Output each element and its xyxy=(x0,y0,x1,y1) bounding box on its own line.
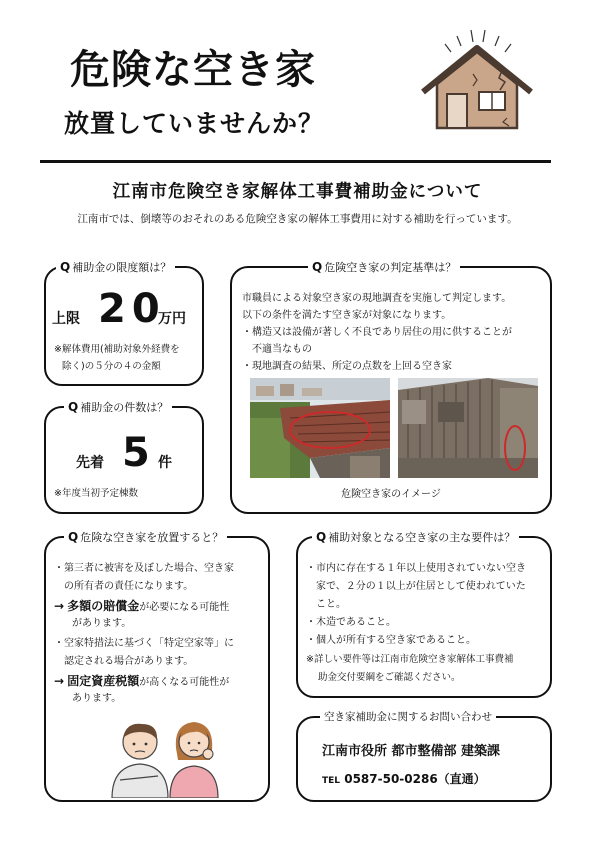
tax-highlight: 固定資産税額 xyxy=(67,674,140,688)
worried-people-illustration xyxy=(102,710,222,798)
decayed-wall-photo xyxy=(398,378,538,478)
count-note: ※年度当初予定棟数 xyxy=(54,488,138,499)
q-criteria-panel xyxy=(230,260,552,514)
damages-highlight: 多額の賠償金 xyxy=(67,599,140,613)
tel-label: TEL xyxy=(322,776,341,786)
damaged-house-illustration xyxy=(415,22,540,152)
limit-note-1: ※解体費用(補助対象外経費を xyxy=(54,344,180,355)
neglect-p2-b: 認定される場合があります。 xyxy=(64,656,194,667)
criteria-line-2: 以下の条件を満たす空き家が対象になります。 xyxy=(242,310,452,321)
limit-prefix: 上限 xyxy=(52,311,80,327)
count-unit: 件 xyxy=(158,455,172,471)
criteria-item-1a: ・構造又は設備が著しく不良であり居住の用に供することが xyxy=(242,327,512,338)
req-2: ・木造であること。 xyxy=(306,617,396,628)
divider xyxy=(40,160,551,163)
page-title-sub: 放置していませんか？ xyxy=(64,109,325,138)
section-title: 江南市危険空き家解体工事費補助金について xyxy=(112,182,483,202)
intro-text: 江南市では、倒壊等のおそれのある危険空き家の解体工事費用に対する補助を行っています。 xyxy=(77,213,518,225)
collapsed-house-photo xyxy=(250,378,390,478)
criteria-line-1: 市職員による対象空き家の現地調査を実施して判定します。 xyxy=(242,293,512,304)
contact-panel xyxy=(296,711,552,802)
req-3: ・個人が所有する空き家であること。 xyxy=(306,635,476,646)
neglect-arrow-1b: があります。 xyxy=(72,618,132,629)
q-neglect-panel xyxy=(44,530,270,802)
contact-office: 江南市役所 都市整備部 建築課 xyxy=(322,744,501,759)
neglect-arrow-1: → 多額の賠償金が必要になる可能性 xyxy=(54,599,230,613)
contact-phone xyxy=(322,770,486,787)
q-requirements-panel xyxy=(296,530,552,698)
neglect-p1-a: ・第三者に被害を及ぼした場合、空き家 xyxy=(54,563,234,574)
contact-heading: 空き家補助金に関するお問い合わせ xyxy=(320,709,496,724)
count-value: 5 xyxy=(122,430,150,476)
q-limit-panel xyxy=(44,260,204,386)
req-note-1: ※詳しい要件等は江南市危険空き家解体工事費補 xyxy=(306,654,514,665)
arrow-right-icon: → xyxy=(54,599,65,613)
req-1b: 家で、２分の１以上が住居として使われていた xyxy=(316,581,526,592)
q-count-panel xyxy=(44,400,204,514)
photo-caption: 危険空き家のイメージ xyxy=(341,489,441,500)
neglect-p1-b: の所有者の責任になります。 xyxy=(64,581,194,592)
q-criteria-heading: Q 危険空き家の判定基準は？ xyxy=(308,259,460,275)
tel-number: 0587-50-0286（直通） xyxy=(344,772,486,786)
req-1a: ・市内に存在する１年以上使用されていない空き xyxy=(306,563,526,574)
arrow-right-icon: → xyxy=(54,674,65,688)
woman-icon xyxy=(170,722,218,798)
man-icon xyxy=(112,724,168,798)
q-count-heading: Q 補助金の件数は？ xyxy=(64,399,172,415)
page-title: 危険な空き家 xyxy=(70,47,316,93)
req-1c: こと。 xyxy=(316,599,346,610)
q-limit-heading: Q 補助金の限度額は？ xyxy=(56,259,175,275)
q-requirements-heading: Q 補助対象となる空き家の主な要件は？ xyxy=(312,529,519,545)
limit-unit: 万円 xyxy=(158,311,186,327)
criteria-item-1b: 不適当なもの xyxy=(252,344,312,355)
neglect-arrow-2b: あります。 xyxy=(72,693,122,704)
neglect-p2-a: ・空家特措法に基づく「特定空家等」に xyxy=(54,638,234,649)
req-note-2: 助金交付要綱をご確認ください。 xyxy=(318,672,461,683)
neglect-arrow-2: → 固定資産税額が高くなる可能性が xyxy=(54,674,230,688)
q-neglect-heading: Q 危険な空き家を放置すると？ xyxy=(64,529,227,545)
criteria-item-2: ・現地調査の結果、所定の点数を上回る空き家 xyxy=(242,361,452,372)
limit-note-2: 除く)の５分の４の金額 xyxy=(62,361,161,372)
limit-amount: 20 xyxy=(98,286,166,332)
count-prefix: 先着 xyxy=(76,455,104,471)
